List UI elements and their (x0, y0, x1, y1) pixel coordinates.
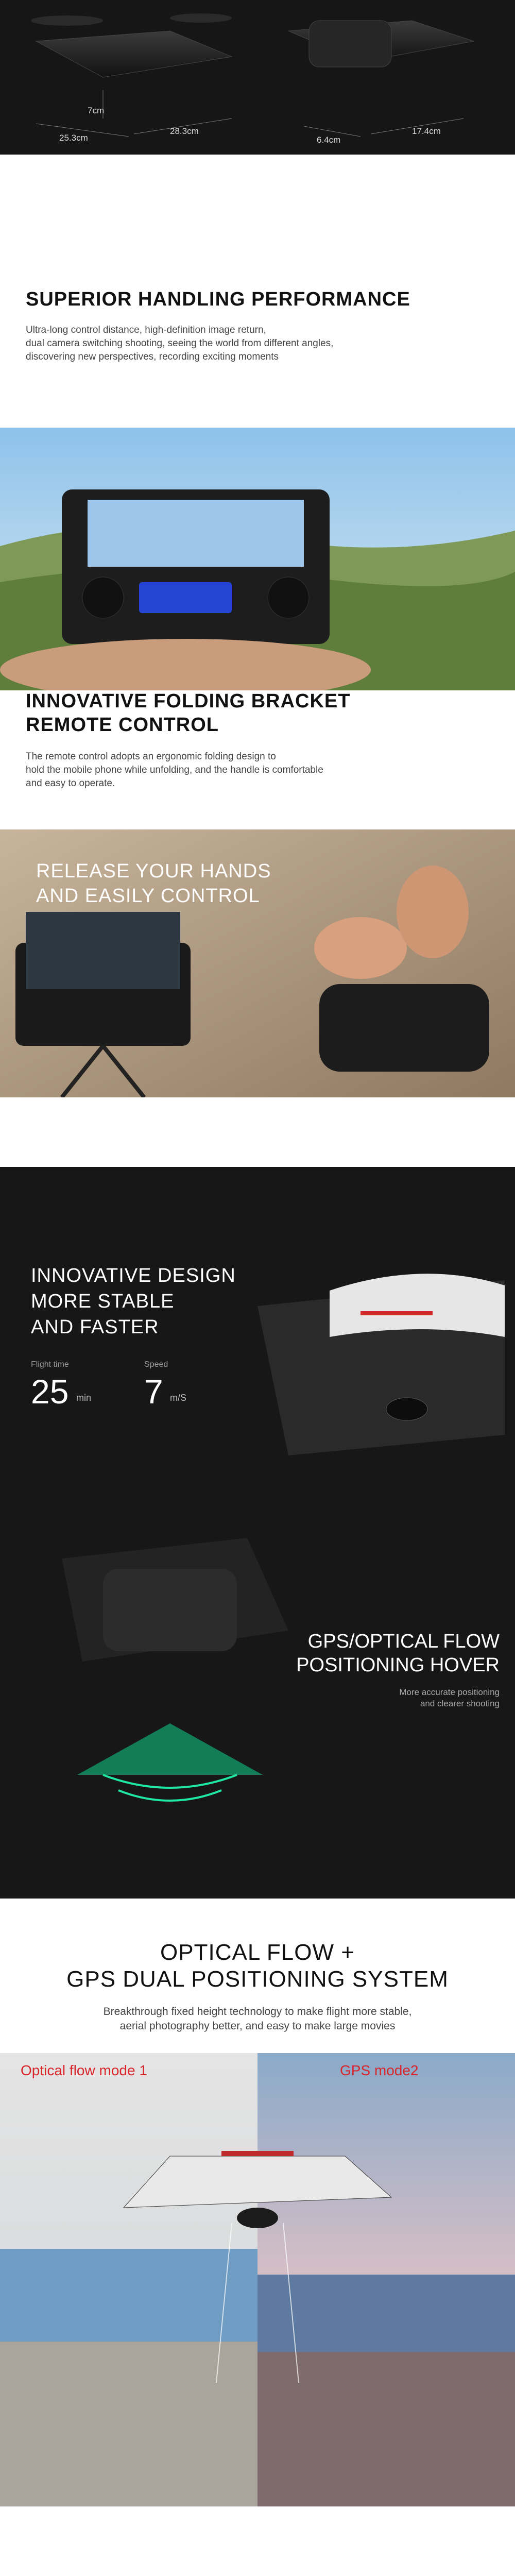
speed-label: Speed (144, 1360, 168, 1369)
flight-time-value: 25 (31, 1372, 69, 1411)
optical-flow-mode-label: Optical flow mode 1 (21, 2062, 147, 2078)
handling-desc-3: discovering new perspectives, recording exciting moments (26, 351, 279, 362)
dual-desc-2: aerial photography better, and easy to make large movies (119, 2020, 396, 2032)
bracket-title-2: REMOTE CONTROL (26, 714, 219, 736)
speed-unit: m/S (170, 1393, 187, 1403)
gps-title-2: POSITIONING HOVER (296, 1654, 500, 1676)
gps-mode-label: GPS mode2 (340, 2062, 419, 2078)
handling-desc-2: dual camera switching shooting, seeing the world from different angles, (26, 338, 334, 349)
landscape-with-controller-photo (0, 428, 515, 690)
dual-title-1: OPTICAL FLOW + (160, 1940, 355, 1965)
dim-width-left: 25.3cm (59, 133, 88, 143)
gps-sub-1: More accurate positioning (399, 1687, 500, 1697)
design-title-1: INNOVATIVE DESIGN (31, 1265, 236, 1286)
split-scene-photo (0, 2053, 515, 2506)
handling-title: SUPERIOR HANDLING PERFORMANCE (26, 289, 410, 310)
design-title-2: MORE STABLE (31, 1291, 175, 1312)
dim-depth-right: 17.4cm (412, 126, 441, 136)
gps-sub-2: and clearer shooting (420, 1699, 500, 1708)
dim-depth-left: 28.3cm (170, 126, 199, 136)
rcmode-section (0, 2548, 515, 2576)
bracket-overlay-2: AND EASILY CONTROL (36, 885, 260, 907)
design-title-3: AND FASTER (31, 1316, 159, 1338)
dual-title-2: GPS DUAL POSITIONING SYSTEM (66, 1967, 449, 1992)
handling-section (0, 227, 515, 690)
dim-height-left: 7cm (88, 106, 105, 115)
bracket-overlay-1: RELEASE YOUR HANDS (36, 860, 271, 882)
bracket-desc-2: hold the mobile phone while unfolding, and the handle is comfortable (26, 765, 323, 775)
dual-desc-1: Breakthrough fixed height technology to make flight more stable, (103, 2006, 412, 2018)
flight-time-unit: min (76, 1393, 92, 1403)
dual-section (0, 1899, 515, 2506)
hero-section (0, 0, 515, 155)
bracket-title-1: INNOVATIVE FOLDING BRACKET (26, 690, 351, 712)
flight-time-label: Flight time (31, 1360, 69, 1369)
bracket-section (0, 690, 515, 1154)
bracket-desc-1: The remote control adopts an ergonomic folding design to (26, 751, 276, 762)
gps-title-1: GPS/OPTICAL FLOW (307, 1631, 500, 1652)
design-section (0, 1167, 515, 1899)
dim-width-right: 6.4cm (317, 135, 341, 145)
handling-desc-1: Ultra-long control distance, high-definition image return, (26, 325, 266, 335)
speed-value: 7 (144, 1372, 163, 1411)
bracket-desc-3: and easy to operate. (26, 778, 115, 789)
